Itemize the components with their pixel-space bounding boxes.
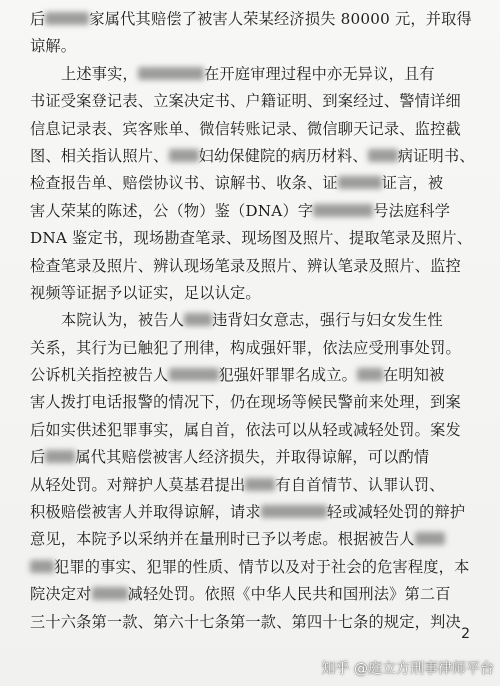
redaction-blur bbox=[169, 149, 199, 162]
text-segment: 违背妇女意志，强行与妇女发生性 bbox=[212, 311, 443, 330]
watermark: 知乎 @庭立方刑事律师平台 bbox=[321, 661, 494, 677]
text-segment: 图、相关指认照片、 bbox=[30, 146, 169, 165]
redaction-blur bbox=[45, 450, 75, 463]
text-segment: 妇幼保健院的病历材料、 bbox=[198, 146, 368, 165]
redaction-blur bbox=[245, 478, 275, 491]
text-segment: 书证受案登记表、立案决定书、户籍证明、到案经过、警情详细 bbox=[30, 92, 461, 111]
text-line bbox=[30, 88, 478, 115]
text-line bbox=[30, 33, 478, 60]
text-segment: 意见，本院予以采纳并在量刑时已予以考虑。根据被告人 bbox=[30, 530, 415, 549]
text-line bbox=[30, 307, 478, 334]
text-line bbox=[30, 225, 478, 252]
text-line bbox=[30, 609, 478, 636]
text-segment: 属代其赔偿被害人经济损失，并取得谅解，可以酌情 bbox=[75, 448, 430, 467]
text-segment: 号法庭科学 bbox=[373, 201, 451, 220]
text-segment: 信息记录表、宾客账单、微信转账记录、微信聊天记录、监控截 bbox=[30, 119, 461, 138]
text-line bbox=[30, 417, 478, 444]
redaction-blur bbox=[338, 176, 382, 189]
text-segment: 上述事实， bbox=[61, 64, 138, 83]
text-line bbox=[30, 472, 478, 499]
redaction-blur bbox=[313, 204, 373, 217]
text-segment: 家属代其赔偿了被害人荣某经济损失 80000 元，并取得 bbox=[89, 10, 472, 28]
text-segment: 公诉机关指控被告人 bbox=[30, 366, 169, 385]
redaction-blur bbox=[357, 368, 383, 381]
text-line bbox=[30, 581, 478, 608]
redaction-blur bbox=[30, 560, 54, 573]
redaction-blur bbox=[169, 368, 219, 381]
text-line bbox=[30, 143, 478, 170]
text-segment: 有自首情节、认罪认罚、 bbox=[275, 475, 445, 494]
text-line bbox=[30, 335, 478, 362]
text-segment: 本院认为，被告人 bbox=[61, 311, 185, 330]
text-segment: 减轻处罚。依照《中华人民共和国刑法》第二百 bbox=[127, 585, 451, 604]
text-segment: 病证明书、 bbox=[397, 146, 475, 165]
text-line bbox=[30, 389, 478, 416]
text-segment: 轻或减轻处罚的辩护 bbox=[326, 503, 466, 522]
redaction-blur bbox=[92, 587, 128, 600]
text-segment: 犯强奸罪罪名成立。 bbox=[218, 366, 357, 385]
text-line bbox=[30, 116, 478, 143]
text-segment: 在明知被 bbox=[383, 366, 445, 385]
text-segment: 犯罪的事实、犯罪的性质、情节以及对于社会的危害程度，本 bbox=[54, 557, 470, 576]
text-segment: 谅解。 bbox=[30, 37, 77, 56]
text-segment: 视频等证据予以证实，足以认定。 bbox=[30, 283, 261, 302]
redaction-blur bbox=[138, 67, 204, 80]
text-segment: 后 bbox=[30, 448, 46, 467]
text-segment: 从轻处罚。对辩护人莫基君提出 bbox=[30, 475, 246, 494]
text-line bbox=[30, 280, 478, 307]
redaction-blur bbox=[261, 505, 327, 518]
text-line bbox=[30, 526, 478, 553]
text-line bbox=[30, 253, 478, 280]
text-line bbox=[30, 554, 478, 581]
text-line bbox=[30, 499, 478, 526]
redaction-blur bbox=[184, 313, 212, 326]
redaction-blur bbox=[415, 532, 445, 545]
text-segment: DNA 鉴定书，现场勘查笔录、现场图及照片、提取笔录及照片、 bbox=[30, 229, 473, 248]
text-line bbox=[30, 198, 478, 225]
redaction-blur bbox=[368, 149, 398, 162]
text-segment: 关系，其行为已触犯了刑律，构成强奸罪，依法应受刑事处罚。 bbox=[30, 338, 461, 357]
text-segment: 后如实供述犯罪事实，属自首，依法可以从轻或减轻处罚。案发 bbox=[30, 420, 461, 439]
page-number: 2 bbox=[461, 626, 470, 642]
text-line bbox=[30, 170, 478, 197]
text-segment: 检查笔录及照片、辨认现场笔录及照片、辨认笔录及照片、监控 bbox=[30, 256, 461, 275]
text-segment: 害人荣某的陈述，公（物）鉴（DNA）字 bbox=[30, 201, 314, 220]
text-line bbox=[30, 6, 478, 33]
text-segment: 院决定对 bbox=[30, 585, 92, 604]
text-segment: 积极赔偿被害人并取得谅解，请求 bbox=[30, 503, 261, 522]
text-segment: 后 bbox=[30, 10, 46, 28]
text-line bbox=[30, 444, 478, 471]
text-segment: 证言，被 bbox=[381, 174, 444, 193]
text-segment: 害人拨打电话报警的情况下，仍在现场等候民警前来处理，到案 bbox=[30, 393, 461, 412]
text-line bbox=[30, 362, 478, 389]
redaction-blur bbox=[45, 12, 89, 25]
text-segment: 在开庭审理过程中亦无异议，且有 bbox=[203, 64, 435, 83]
text-segment: 三十六条第一款、第六十七条第一款、第四十七条的规定，判决 bbox=[30, 612, 461, 631]
text-line bbox=[30, 61, 478, 88]
judgment-text bbox=[30, 6, 478, 636]
text-segment: 检查报告单、赔偿协议书、谅解书、收条、证 bbox=[30, 174, 338, 193]
